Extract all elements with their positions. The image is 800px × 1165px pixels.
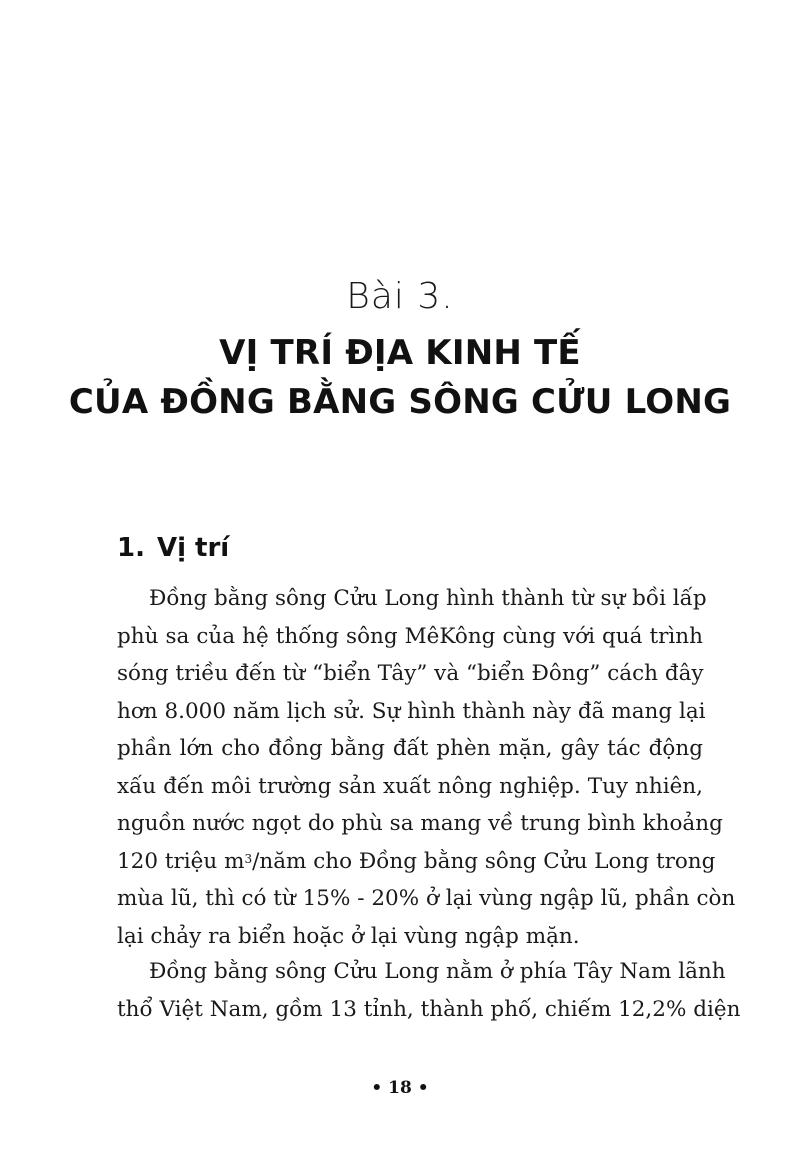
paragraph-line: lại chảy ra biển hoặc ở lại vùng ngập mặn. [117,923,580,949]
line-text: 120 triệu m [117,848,245,874]
chapter-title-line1: VỊ TRÍ ĐỊA KINH TẾ [219,333,581,373]
paragraph-1 [117,580,736,955]
paragraph-line: hơn 8.000 năm lịch sử. Sự hình thành này đã mang lại [117,698,706,724]
paragraph-line: sóng triều đến từ “biển Tây” và “biển Đông” cách đây [117,661,704,686]
paragraph-line [117,843,716,881]
section-heading [117,533,229,563]
paragraph-line: Đồng bằng sông Cửu Long hình thành từ sự bồi lấp [149,586,707,611]
page-number: • 18 • [371,1078,429,1098]
paragraph-line: nguồn nước ngọt do phù sa mang về trung bình khoảng [117,811,723,836]
lesson-number: Bài 3. [346,276,454,317]
section-title: Vị trí [156,533,230,563]
paragraph-line: phần lớn cho đồng bằng đất phèn mặn, gây tác động [117,736,703,761]
paragraph-line: xấu đến môi trường sản xuất nông nghiệp. Tuy nhiên, [117,773,703,799]
paragraph-line: mùa lũ, thì có từ 15% - 20% ở lại vùng ngập lũ, phần còn [117,886,736,911]
superscript: 3 [244,851,253,866]
section-number: 1. [117,533,145,563]
paragraph-2 [117,953,741,1028]
paragraph-line: phù sa của hệ thống sông MêKông cùng với quá trình [117,623,703,649]
paragraph-line: Đồng bằng sông Cửu Long nằm ở phía Tây Nam lãnh [149,959,726,984]
line-text: /năm cho Đồng bằng sông Cửu Long trong [252,848,716,874]
paragraph-line: thổ Việt Nam, gồm 13 tỉnh, thành phố, chiếm 12,2% diện [117,996,741,1022]
chapter-title-line2: CỦA ĐỒNG BẰNG SÔNG CỬU LONG [68,382,732,422]
